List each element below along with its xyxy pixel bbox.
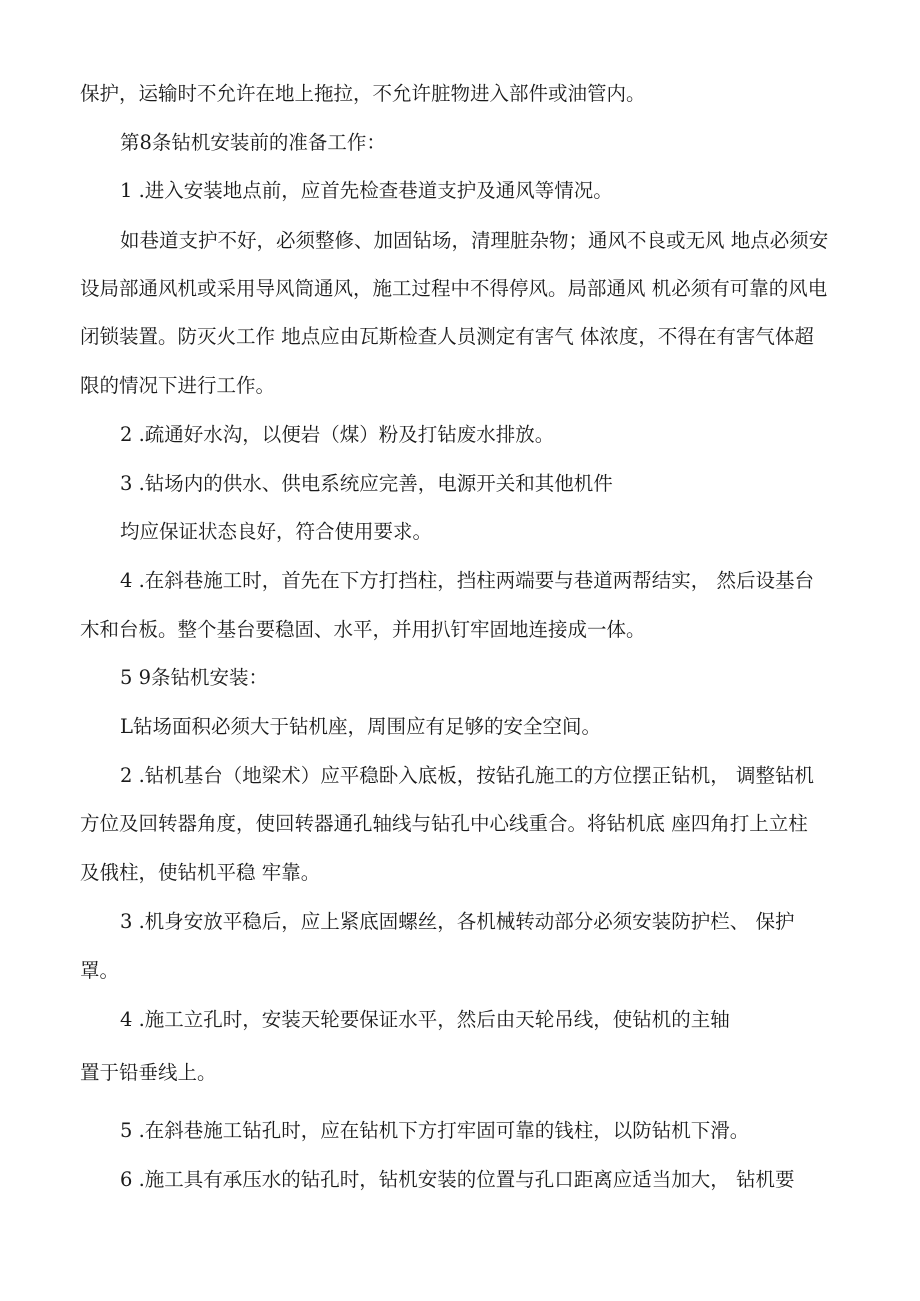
section-heading: 5 9条钻机安装：	[120, 666, 269, 689]
text-line: 如巷道支护不好，必须整修、加固钻场，清理脏杂物；通风不良或无风 地点必须安	[120, 229, 829, 252]
text-line: 3 .机身安放平稳后，应上紧底固螺丝，各机械转动部分必须安装防护栏、 保护	[120, 910, 795, 933]
text-line: 保护，运输时不允许在地上拖拉，不允许脏物进入部件或油管内。	[80, 82, 646, 105]
text-line: 4 .施工立孔时，安装天轮要保证水平，然后由天轮吊线，使钻机的主轴	[120, 1008, 730, 1031]
text-line: L钻场面积必须大于钻机座，周围应有足够的安全空间。	[120, 715, 601, 738]
text-line: 木和台板。整个基台要稳固、水平，并用扒钉牢固地连接成一体。	[80, 618, 646, 641]
text-line: 6 .施工具有承压水的钻孔时，钻机安装的位置与孔口距离应适当加大， 钻机要	[120, 1168, 795, 1191]
text-line: 2 .疏通好水沟，以便岩（煤）粉及打钻废水排放。	[120, 423, 555, 446]
text-line: 3 .钻场内的供水、供电系统应完善，电源开关和其他机件	[120, 472, 613, 495]
text-line: 方位及回转器角度，使回转器通孔轴线与钻孔中心线重合。将钻机底 座四角打上立柱	[80, 812, 808, 835]
text-line: 设局部通风机或采用导风筒通风，施工过程中不得停风。局部通风 机必须有可靠的风电	[80, 277, 828, 300]
text-line: 4 .在斜巷施工时，首先在下方打挡柱，挡柱两端要与巷道两帮结实， 然后设基台	[120, 569, 815, 592]
text-line: 罩。	[80, 959, 120, 982]
text-line: 2 .钻机基台（地梁术）应平稳卧入底板，按钻孔施工的方位摆正钻机， 调整钻机	[120, 764, 815, 787]
text-line: 1 .进入安装地点前，应首先检查巷道支护及通风等情况。	[120, 179, 613, 202]
text-line: 闭锁装置。防灭火工作 地点应由瓦斯检查人员测定有害气 体浓度，不得在有害气体超	[80, 325, 814, 348]
text-line: 置于铅垂线上。	[80, 1061, 217, 1084]
section-heading: 第8条钻机安装前的准备工作：	[120, 131, 386, 154]
text-line: 5 .在斜巷施工钻孔时，应在钻机下方打牢固可靠的钱柱，以防钻机下滑。	[120, 1119, 750, 1142]
text-line: 及俄柱，使钻机平稳 牢靠。	[80, 861, 321, 884]
text-line: 均应保证状态良好，符合使用要求。	[120, 520, 433, 543]
text-line: 限的情况下进行工作。	[80, 374, 276, 397]
